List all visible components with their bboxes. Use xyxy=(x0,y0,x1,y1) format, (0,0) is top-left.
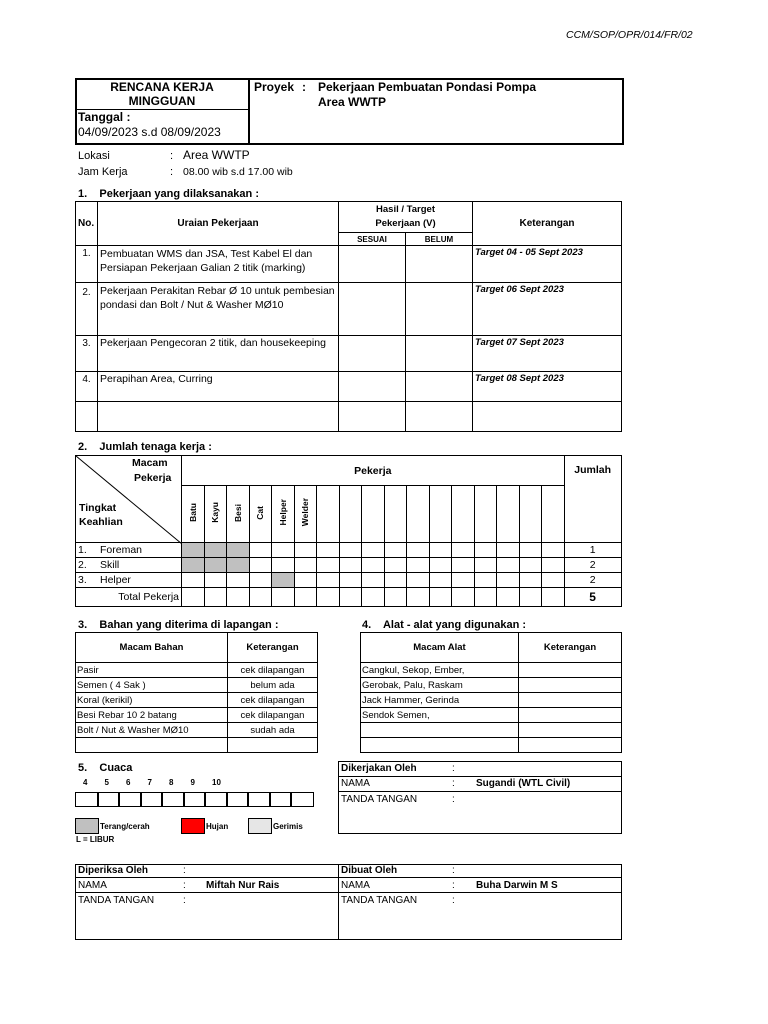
worker-count-cell xyxy=(339,573,362,588)
bahan-cell: Koral (kerikil) xyxy=(76,693,228,708)
worker-count-cell xyxy=(317,558,340,573)
worker-count-cell xyxy=(249,573,272,588)
dibuat-ttd-label: TANDA TANGAN xyxy=(341,895,418,906)
total-row xyxy=(76,588,622,607)
worker-count-cell xyxy=(249,558,272,573)
table-row xyxy=(76,663,318,678)
worker-count-cell xyxy=(519,558,542,573)
worker-count-cell xyxy=(204,543,227,558)
worker-count-cell xyxy=(182,573,205,588)
row-belum xyxy=(406,283,473,336)
weather-day-label: 4 xyxy=(83,778,88,787)
weather-day-box xyxy=(290,792,314,807)
weather-day-box xyxy=(226,792,250,807)
dikerjakan-nama-label: NAMA xyxy=(341,778,370,789)
proyek-colon: : xyxy=(302,80,306,94)
diagonal-line xyxy=(76,456,182,544)
row-sesuai xyxy=(339,283,406,336)
worker-type-header xyxy=(452,486,475,543)
tingkat-label: Tingkat xyxy=(79,502,117,514)
worker-count-cell xyxy=(452,588,475,607)
dikerjakan-title: Dikerjakan Oleh xyxy=(341,763,417,774)
dibuat-nama: Buha Darwin M S xyxy=(476,880,558,891)
divider xyxy=(75,892,621,893)
weather-day-box xyxy=(183,792,207,807)
worker-count-cell xyxy=(227,573,250,588)
table-row xyxy=(361,663,622,678)
worker-count-cell xyxy=(362,558,385,573)
keterangan-cell: cek dilapangan xyxy=(228,663,318,678)
keterangan-cell xyxy=(519,738,622,753)
diperiksa-ttd-label: TANDA TANGAN xyxy=(78,895,155,906)
colon: : xyxy=(452,763,455,774)
proyek-line1: Pekerjaan Pembuatan Pondasi Pompa xyxy=(318,80,537,94)
row-no: 1. xyxy=(76,246,98,283)
worker-count-cell xyxy=(519,588,542,607)
alat-cell xyxy=(361,738,519,753)
worker-count-cell xyxy=(497,588,520,607)
labor-table xyxy=(75,455,622,607)
table-row xyxy=(361,738,622,753)
table-row xyxy=(361,708,622,723)
worker-count-cell xyxy=(429,588,452,607)
skill-level-no: 2. xyxy=(78,559,87,571)
col-bahan-header: Macam Bahan xyxy=(76,633,228,663)
colon: : xyxy=(452,794,455,805)
skill-level-cell xyxy=(76,558,182,573)
worker-count-cell xyxy=(227,588,250,607)
worker-count-cell xyxy=(429,543,452,558)
worker-count-cell xyxy=(542,588,565,607)
worker-count-cell xyxy=(452,543,475,558)
header-title-line1: RENCANA KERJA xyxy=(110,80,214,94)
total-label: Total Pekerja xyxy=(76,588,182,607)
tanggal-value: 04/09/2023 s.d 08/09/2023 xyxy=(78,125,221,139)
colon: : xyxy=(452,895,455,906)
worker-count-cell xyxy=(407,543,430,558)
table-row xyxy=(361,693,622,708)
table-row xyxy=(76,723,318,738)
worker-type-header xyxy=(407,486,430,543)
weather-day-label: 6 xyxy=(126,778,131,787)
row-belum xyxy=(406,372,473,402)
alat-cell xyxy=(361,723,519,738)
row-belum xyxy=(406,402,473,432)
worker-count-cell xyxy=(519,573,542,588)
worker-count-cell xyxy=(452,558,475,573)
weather-day-box xyxy=(247,792,271,807)
weather-day-box xyxy=(204,792,228,807)
table-row xyxy=(76,246,622,283)
table-row xyxy=(76,693,318,708)
row-uraian: Pekerjaan Perakitan Rebar Ø 10 untuk pembesian pondasi dan Bolt / Nut & Washer MØ10 xyxy=(98,283,339,336)
worker-count-cell xyxy=(272,558,295,573)
worker-count-cell xyxy=(497,558,520,573)
row-no: 2. xyxy=(76,283,98,336)
keterangan-cell: belum ada xyxy=(228,678,318,693)
legend-swatch xyxy=(181,818,205,834)
row-keterangan: Target 04 - 05 Sept 2023 xyxy=(473,246,622,283)
worker-count-cell xyxy=(182,543,205,558)
col-keterangan-header: Keterangan xyxy=(473,202,622,246)
worker-count-cell xyxy=(294,573,317,588)
keterangan-cell xyxy=(228,738,318,753)
col-hasil-header: Hasil / Target Pekerjaan (V) xyxy=(339,202,473,233)
divider xyxy=(338,864,339,939)
worker-count-cell xyxy=(407,588,430,607)
divider xyxy=(338,791,621,792)
worker-type-header xyxy=(474,486,497,543)
worker-count-cell xyxy=(384,558,407,573)
worker-count-cell xyxy=(497,543,520,558)
keterangan-cell xyxy=(519,723,622,738)
section1-title: 1. Pekerjaan yang dilaksanakan : xyxy=(78,188,259,200)
worker-type-header xyxy=(317,486,340,543)
worker-count-cell xyxy=(474,573,497,588)
weather-day-label: 5 xyxy=(104,778,109,787)
worker-type-header xyxy=(519,486,542,543)
skill-level-label: Helper xyxy=(100,574,131,586)
section3-title: 3. Bahan yang diterima di lapangan : xyxy=(78,619,279,631)
pekerja-label: Pekerja xyxy=(134,472,172,484)
table-row xyxy=(76,402,622,432)
worker-count-cell xyxy=(249,543,272,558)
keterangan-cell: cek dilapangan xyxy=(228,693,318,708)
worker-type-header xyxy=(542,486,565,543)
tanggal-label: Tanggal : xyxy=(78,110,131,124)
worker-count-cell xyxy=(272,573,295,588)
worker-count-cell xyxy=(317,543,340,558)
row-sesuai xyxy=(339,246,406,283)
worker-count-cell xyxy=(362,573,385,588)
dibuat-title: Dibuat Oleh xyxy=(341,865,398,876)
colon: : xyxy=(452,865,455,876)
table-row xyxy=(76,678,318,693)
row-sesuai xyxy=(339,372,406,402)
row-belum xyxy=(406,336,473,372)
colon: : xyxy=(452,880,455,891)
skill-level-cell xyxy=(76,573,182,588)
document-code: CCM/SOP/OPR/014/FR/02 xyxy=(566,29,693,41)
worker-count-cell xyxy=(452,573,475,588)
proyek-line2: Area WWTP xyxy=(318,95,387,109)
worker-count-cell xyxy=(204,573,227,588)
weather-day-box xyxy=(75,792,99,807)
worker-count-cell xyxy=(272,543,295,558)
keterangan-cell xyxy=(519,678,622,693)
lokasi-colon: : xyxy=(170,150,174,162)
alat-cell: Gerobak, Palu, Raskam xyxy=(361,678,519,693)
row-keterangan: Target 07 Sept 2023 xyxy=(473,336,622,372)
worker-type-header xyxy=(362,486,385,543)
jam-kerja-label: Jam Kerja xyxy=(78,166,128,178)
row-no: 4. xyxy=(76,372,98,402)
worker-count-cell xyxy=(317,588,340,607)
worker-count-cell xyxy=(339,588,362,607)
worker-count-cell xyxy=(474,543,497,558)
worker-count-cell xyxy=(182,588,205,607)
weather-day-box xyxy=(118,792,142,807)
worker-count-cell xyxy=(204,558,227,573)
weather-day-box xyxy=(269,792,293,807)
col-ket-header: Keterangan xyxy=(228,633,318,663)
alat-cell: Cangkul, Sekop, Ember, xyxy=(361,663,519,678)
jam-kerja-colon: : xyxy=(170,166,174,178)
keterangan-cell xyxy=(519,693,622,708)
col-belum-header: BELUM xyxy=(406,233,473,246)
row-keterangan xyxy=(473,402,622,432)
col-uraian-header: Uraian Pekerjaan xyxy=(98,202,339,246)
worker-type-header xyxy=(227,486,250,543)
table-row xyxy=(76,738,318,753)
jumlah-cell: 2 xyxy=(564,558,621,573)
worker-type-label: Helper xyxy=(277,499,288,526)
materials-table xyxy=(75,632,318,753)
alat-cell: Jack Hammer, Gerinda xyxy=(361,693,519,708)
worker-count-cell xyxy=(204,588,227,607)
table-row xyxy=(361,678,622,693)
col-alat-header: Macam Alat xyxy=(361,633,519,663)
pekerja-header: Pekerja xyxy=(182,456,565,486)
worker-type-header xyxy=(249,486,272,543)
colon: : xyxy=(183,880,186,891)
skill-level-cell xyxy=(76,543,182,558)
worker-type-header xyxy=(294,486,317,543)
row-uraian: Pekerjaan Pengecoran 2 titik, dan housekeeping xyxy=(98,336,339,372)
row-sesuai xyxy=(339,402,406,432)
jumlah-cell: 1 xyxy=(564,543,621,558)
worker-count-cell xyxy=(474,588,497,607)
keterangan-cell xyxy=(519,708,622,723)
worker-count-cell xyxy=(384,543,407,558)
bahan-cell: Bolt / Nut & Washer MØ10 xyxy=(76,723,228,738)
weather-day-label: 7 xyxy=(147,778,152,787)
tools-table xyxy=(360,632,622,753)
lokasi-label: Lokasi xyxy=(78,150,110,162)
worker-type-label: Kayu xyxy=(210,502,221,523)
macam-tingkat-cell xyxy=(76,456,182,543)
row-keterangan: Target 08 Sept 2023 xyxy=(473,372,622,402)
alat-cell: Sendok Semen, xyxy=(361,708,519,723)
worker-type-header xyxy=(182,486,205,543)
jam-kerja-value: 08.00 wib s.d 17.00 wib xyxy=(183,166,293,178)
table-row xyxy=(361,723,622,738)
row-keterangan: Target 06 Sept 2023 xyxy=(473,283,622,336)
worker-count-cell xyxy=(407,558,430,573)
dibuat-nama-label: NAMA xyxy=(341,880,370,891)
worker-count-cell xyxy=(429,558,452,573)
worker-count-cell xyxy=(294,543,317,558)
dikerjakan-ttd-label: TANDA TANGAN xyxy=(341,794,418,805)
worker-type-header xyxy=(429,486,452,543)
section4-title: 4. Alat - alat yang digunakan : xyxy=(362,619,527,631)
worker-count-cell xyxy=(407,573,430,588)
diperiksa-title: Diperiksa Oleh xyxy=(78,865,149,876)
skill-level-no: 3. xyxy=(78,574,87,586)
worker-count-cell xyxy=(317,573,340,588)
col-sesuai-header: SESUAI xyxy=(339,233,406,246)
worker-count-cell xyxy=(542,543,565,558)
colon: : xyxy=(452,778,455,789)
weather-day-box xyxy=(161,792,185,807)
worker-type-header xyxy=(384,486,407,543)
weather-day-label: 10 xyxy=(212,778,221,787)
row-belum xyxy=(406,246,473,283)
table-row xyxy=(76,283,622,336)
libur-note: L = LIBUR xyxy=(76,835,115,844)
proyek-label: Proyek xyxy=(254,80,295,94)
legend-label: Hujan xyxy=(206,822,229,831)
table-row xyxy=(76,573,622,588)
section5-title: 5. Cuaca xyxy=(78,762,133,774)
worker-count-cell xyxy=(362,588,385,607)
table-row xyxy=(76,372,622,402)
macam-label: Macam xyxy=(132,457,168,469)
col-no-header: No. xyxy=(76,202,98,246)
worker-count-cell xyxy=(227,558,250,573)
divider xyxy=(338,776,621,777)
keterangan-cell: sudah ada xyxy=(228,723,318,738)
bahan-cell: Besi Rebar 10 2 batang xyxy=(76,708,228,723)
keterangan-cell: cek dilapangan xyxy=(228,708,318,723)
legend-swatch xyxy=(75,818,99,834)
worker-count-cell xyxy=(272,588,295,607)
worker-type-label: Batu xyxy=(187,503,198,522)
header-title-line2: MINGGUAN xyxy=(128,94,196,108)
diperiksa-nama: Miftah Nur Rais xyxy=(206,880,280,891)
worker-type-header xyxy=(339,486,362,543)
worker-count-cell xyxy=(474,558,497,573)
legend-label: Terang/cerah xyxy=(100,822,150,831)
lokasi-value: Area WWTP xyxy=(183,148,250,162)
row-uraian: Perapihan Area, Curring xyxy=(98,372,339,402)
worker-count-cell xyxy=(542,558,565,573)
worker-count-cell xyxy=(249,588,272,607)
worker-count-cell xyxy=(542,573,565,588)
worker-type-header xyxy=(497,486,520,543)
weather-day-box xyxy=(97,792,121,807)
table-row xyxy=(76,543,622,558)
legend-label: Gerimis xyxy=(273,822,303,831)
section2-title: 2. Jumlah tenaga kerja : xyxy=(78,441,212,453)
legend-swatch xyxy=(248,818,272,834)
worker-count-cell xyxy=(294,588,317,607)
skill-level-label: Skill xyxy=(100,559,120,571)
row-no xyxy=(76,402,98,432)
weather-day-label: 9 xyxy=(190,778,195,787)
worker-count-cell xyxy=(429,573,452,588)
worker-type-label: Welder xyxy=(300,498,311,527)
table-row xyxy=(76,558,622,573)
worker-type-label: Cat xyxy=(255,505,266,520)
bahan-cell: Semen ( 4 Sak ) xyxy=(76,678,228,693)
worker-type-label: Besi xyxy=(232,503,243,522)
row-sesuai xyxy=(339,336,406,372)
colon: : xyxy=(183,865,186,876)
colon: : xyxy=(183,895,186,906)
diperiksa-nama-label: NAMA xyxy=(78,880,107,891)
row-uraian: Pembuatan WMS dan JSA, Test Kabel El dan Persiapan Pekerjaan Galian 2 titik (marking) xyxy=(98,246,339,283)
worker-count-cell xyxy=(362,543,385,558)
col-ket-header: Keterangan xyxy=(519,633,622,663)
jumlah-cell: 2 xyxy=(564,573,621,588)
keahlian-label: Keahlian xyxy=(79,516,123,528)
worker-count-cell xyxy=(294,558,317,573)
total-value: 5 xyxy=(564,588,621,607)
bahan-cell: Pasir xyxy=(76,663,228,678)
skill-level-label: Foreman xyxy=(100,544,143,556)
jumlah-header: Jumlah xyxy=(564,456,621,543)
bahan-cell xyxy=(76,738,228,753)
skill-level-no: 1. xyxy=(78,544,87,556)
worker-count-cell xyxy=(227,543,250,558)
row-no: 3. xyxy=(76,336,98,372)
table-row xyxy=(76,336,622,372)
weather-day-box xyxy=(140,792,164,807)
keterangan-cell xyxy=(519,663,622,678)
worker-count-cell xyxy=(339,558,362,573)
row-uraian xyxy=(98,402,339,432)
table-row xyxy=(76,708,318,723)
dikerjakan-nama: Sugandi (WTL Civil) xyxy=(476,778,571,789)
worker-count-cell xyxy=(182,558,205,573)
worker-count-cell xyxy=(519,543,542,558)
worker-count-cell xyxy=(339,543,362,558)
worker-count-cell xyxy=(384,588,407,607)
weather-day-label: 8 xyxy=(169,778,174,787)
divider xyxy=(75,877,621,878)
worker-count-cell xyxy=(384,573,407,588)
worker-type-header xyxy=(272,486,295,543)
work-table xyxy=(75,201,622,432)
worker-count-cell xyxy=(497,573,520,588)
worker-type-header xyxy=(204,486,227,543)
